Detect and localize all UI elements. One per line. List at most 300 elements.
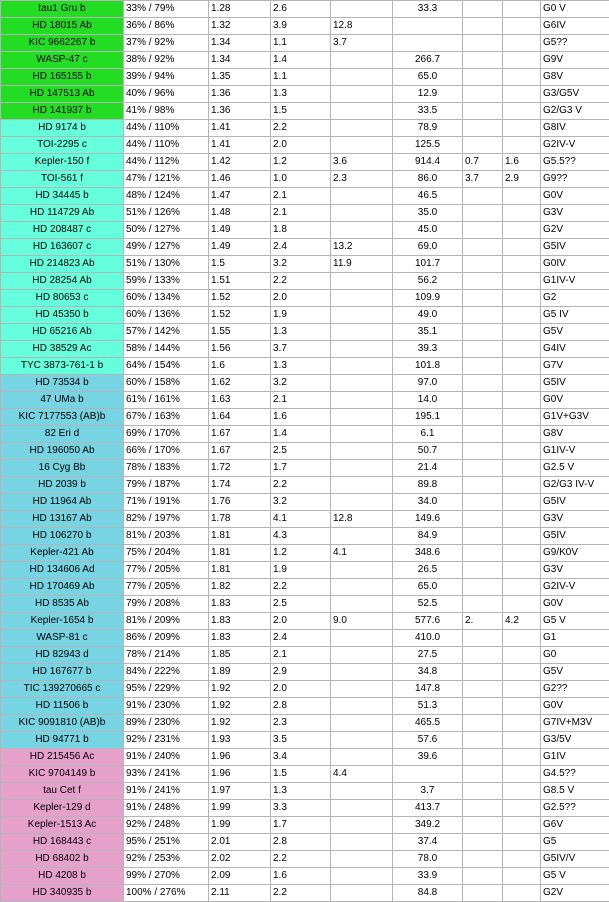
- value-cell[interactable]: 1.4: [271, 52, 331, 69]
- spectral-type-cell[interactable]: G5IV/V: [541, 851, 609, 868]
- value-cell[interactable]: 1.6: [271, 409, 331, 426]
- planet-name-cell[interactable]: HD 94771 b: [1, 732, 124, 749]
- planet-name-cell[interactable]: HD 208487 c: [1, 222, 124, 239]
- value-cell[interactable]: [463, 460, 503, 477]
- percent-cell[interactable]: 60% / 134%: [124, 290, 209, 307]
- value-cell[interactable]: 1.55: [209, 324, 271, 341]
- spectral-type-cell[interactable]: G9V: [541, 52, 609, 69]
- value-cell[interactable]: 1.42: [209, 154, 271, 171]
- value-cell[interactable]: [463, 409, 503, 426]
- planet-name-cell[interactable]: HD 141937 b: [1, 103, 124, 120]
- value-cell[interactable]: [331, 460, 393, 477]
- value-cell[interactable]: [463, 392, 503, 409]
- value-cell[interactable]: 2.6: [271, 1, 331, 18]
- percent-cell[interactable]: 95% / 251%: [124, 834, 209, 851]
- percent-cell[interactable]: 44% / 110%: [124, 120, 209, 137]
- value-cell[interactable]: [463, 188, 503, 205]
- planet-name-cell[interactable]: KIC 7177553 (AB)b: [1, 409, 124, 426]
- spectral-type-cell[interactable]: G3V: [541, 511, 609, 528]
- value-cell[interactable]: 4.1: [271, 511, 331, 528]
- value-cell[interactable]: 101.8: [393, 358, 463, 375]
- value-cell[interactable]: [503, 205, 541, 222]
- value-cell[interactable]: 65.0: [393, 579, 463, 596]
- value-cell[interactable]: 914.4: [393, 154, 463, 171]
- value-cell[interactable]: [331, 817, 393, 834]
- value-cell[interactable]: [503, 494, 541, 511]
- value-cell[interactable]: [503, 545, 541, 562]
- value-cell[interactable]: 50.7: [393, 443, 463, 460]
- spectral-type-cell[interactable]: G2.5 V: [541, 460, 609, 477]
- planet-name-cell[interactable]: HD 68402 b: [1, 851, 124, 868]
- value-cell[interactable]: 45.0: [393, 222, 463, 239]
- value-cell[interactable]: [331, 137, 393, 154]
- spectral-type-cell[interactable]: G8V: [541, 69, 609, 86]
- spectral-type-cell[interactable]: G8V: [541, 426, 609, 443]
- value-cell[interactable]: 2.8: [271, 698, 331, 715]
- percent-cell[interactable]: 36% / 86%: [124, 18, 209, 35]
- value-cell[interactable]: [331, 103, 393, 120]
- value-cell[interactable]: [503, 579, 541, 596]
- value-cell[interactable]: [503, 222, 541, 239]
- value-cell[interactable]: [463, 290, 503, 307]
- value-cell[interactable]: [503, 868, 541, 885]
- value-cell[interactable]: [463, 52, 503, 69]
- planet-name-cell[interactable]: Kepler-150 f: [1, 154, 124, 171]
- value-cell[interactable]: 97.0: [393, 375, 463, 392]
- planet-name-cell[interactable]: TOI-2295 c: [1, 137, 124, 154]
- planet-name-cell[interactable]: HD 45350 b: [1, 307, 124, 324]
- value-cell[interactable]: 1.89: [209, 664, 271, 681]
- value-cell[interactable]: [503, 783, 541, 800]
- percent-cell[interactable]: 91% / 240%: [124, 749, 209, 766]
- value-cell[interactable]: [503, 460, 541, 477]
- value-cell[interactable]: 1.83: [209, 630, 271, 647]
- value-cell[interactable]: [503, 120, 541, 137]
- value-cell[interactable]: 1.36: [209, 86, 271, 103]
- value-cell[interactable]: 3.2: [271, 256, 331, 273]
- value-cell[interactable]: 1.56: [209, 341, 271, 358]
- value-cell[interactable]: [331, 579, 393, 596]
- planet-name-cell[interactable]: HD 80653 c: [1, 290, 124, 307]
- value-cell[interactable]: 2.5: [271, 596, 331, 613]
- value-cell[interactable]: 51.3: [393, 698, 463, 715]
- value-cell[interactable]: 1.92: [209, 681, 271, 698]
- value-cell[interactable]: 46.5: [393, 188, 463, 205]
- value-cell[interactable]: [463, 256, 503, 273]
- value-cell[interactable]: [463, 715, 503, 732]
- value-cell[interactable]: 195.1: [393, 409, 463, 426]
- value-cell[interactable]: 1.3: [271, 783, 331, 800]
- value-cell[interactable]: [463, 375, 503, 392]
- percent-cell[interactable]: 33% / 79%: [124, 1, 209, 18]
- value-cell[interactable]: [331, 630, 393, 647]
- value-cell[interactable]: [331, 52, 393, 69]
- value-cell[interactable]: 4.1: [331, 545, 393, 562]
- value-cell[interactable]: [331, 273, 393, 290]
- planet-name-cell[interactable]: HD 168443 c: [1, 834, 124, 851]
- value-cell[interactable]: [503, 273, 541, 290]
- value-cell[interactable]: [503, 52, 541, 69]
- spectral-type-cell[interactable]: G5V: [541, 664, 609, 681]
- value-cell[interactable]: 1.2: [271, 545, 331, 562]
- percent-cell[interactable]: 91% / 230%: [124, 698, 209, 715]
- planet-name-cell[interactable]: HD 13167 Ab: [1, 511, 124, 528]
- value-cell[interactable]: [463, 341, 503, 358]
- planet-name-cell[interactable]: Kepler-1654 b: [1, 613, 124, 630]
- spectral-type-cell[interactable]: G5IV: [541, 239, 609, 256]
- value-cell[interactable]: 2.0: [271, 290, 331, 307]
- percent-cell[interactable]: 58% / 144%: [124, 341, 209, 358]
- value-cell[interactable]: [463, 664, 503, 681]
- value-cell[interactable]: [331, 392, 393, 409]
- spectral-type-cell[interactable]: G0V: [541, 392, 609, 409]
- percent-cell[interactable]: 48% / 124%: [124, 188, 209, 205]
- value-cell[interactable]: 1.48: [209, 205, 271, 222]
- value-cell[interactable]: 1.3: [271, 86, 331, 103]
- value-cell[interactable]: [331, 409, 393, 426]
- value-cell[interactable]: [503, 596, 541, 613]
- value-cell[interactable]: [503, 443, 541, 460]
- percent-cell[interactable]: 57% / 142%: [124, 324, 209, 341]
- value-cell[interactable]: [503, 188, 541, 205]
- value-cell[interactable]: 1.49: [209, 222, 271, 239]
- value-cell[interactable]: 1.62: [209, 375, 271, 392]
- value-cell[interactable]: [463, 35, 503, 52]
- value-cell[interactable]: 35.1: [393, 324, 463, 341]
- spectral-type-cell[interactable]: G3V: [541, 562, 609, 579]
- planet-name-cell[interactable]: HD 11506 b: [1, 698, 124, 715]
- spectral-type-cell[interactable]: G4IV: [541, 341, 609, 358]
- value-cell[interactable]: 1.93: [209, 732, 271, 749]
- value-cell[interactable]: 56.2: [393, 273, 463, 290]
- value-cell[interactable]: [503, 732, 541, 749]
- value-cell[interactable]: [503, 766, 541, 783]
- value-cell[interactable]: 1.96: [209, 749, 271, 766]
- value-cell[interactable]: 1.97: [209, 783, 271, 800]
- planet-name-cell[interactable]: HD 167677 b: [1, 664, 124, 681]
- value-cell[interactable]: 1.41: [209, 137, 271, 154]
- spectral-type-cell[interactable]: G1IV: [541, 749, 609, 766]
- value-cell[interactable]: [503, 885, 541, 902]
- value-cell[interactable]: 1.28: [209, 1, 271, 18]
- value-cell[interactable]: [463, 885, 503, 902]
- percent-cell[interactable]: 50% / 127%: [124, 222, 209, 239]
- percent-cell[interactable]: 49% / 127%: [124, 239, 209, 256]
- value-cell[interactable]: [463, 18, 503, 35]
- spectral-type-cell[interactable]: G6IV: [541, 18, 609, 35]
- value-cell[interactable]: [393, 766, 463, 783]
- value-cell[interactable]: 1.6: [503, 154, 541, 171]
- value-cell[interactable]: 9.0: [331, 613, 393, 630]
- value-cell[interactable]: [463, 307, 503, 324]
- planet-name-cell[interactable]: WASP-81 c: [1, 630, 124, 647]
- value-cell[interactable]: 349.2: [393, 817, 463, 834]
- value-cell[interactable]: 33.9: [393, 868, 463, 885]
- value-cell[interactable]: 57.6: [393, 732, 463, 749]
- planet-name-cell[interactable]: KIC 9662267 b: [1, 35, 124, 52]
- value-cell[interactable]: [331, 443, 393, 460]
- value-cell[interactable]: 27.5: [393, 647, 463, 664]
- percent-cell[interactable]: 47% / 121%: [124, 171, 209, 188]
- percent-cell[interactable]: 92% / 231%: [124, 732, 209, 749]
- value-cell[interactable]: [463, 766, 503, 783]
- percent-cell[interactable]: 59% / 133%: [124, 273, 209, 290]
- value-cell[interactable]: [503, 851, 541, 868]
- value-cell[interactable]: [463, 698, 503, 715]
- value-cell[interactable]: 3.7: [331, 35, 393, 52]
- value-cell[interactable]: 1.9: [271, 562, 331, 579]
- value-cell[interactable]: [503, 392, 541, 409]
- value-cell[interactable]: [503, 324, 541, 341]
- planet-name-cell[interactable]: TOI-561 f: [1, 171, 124, 188]
- percent-cell[interactable]: 91% / 248%: [124, 800, 209, 817]
- value-cell[interactable]: [503, 358, 541, 375]
- value-cell[interactable]: [503, 239, 541, 256]
- value-cell[interactable]: [331, 664, 393, 681]
- spectral-type-cell[interactable]: G9??: [541, 171, 609, 188]
- spectral-type-cell[interactable]: G5V: [541, 324, 609, 341]
- planet-name-cell[interactable]: HD 34445 b: [1, 188, 124, 205]
- value-cell[interactable]: [331, 868, 393, 885]
- spectral-type-cell[interactable]: G2??: [541, 681, 609, 698]
- value-cell[interactable]: 1.52: [209, 290, 271, 307]
- percent-cell[interactable]: 79% / 208%: [124, 596, 209, 613]
- value-cell[interactable]: 1.7: [271, 460, 331, 477]
- value-cell[interactable]: [331, 885, 393, 902]
- value-cell[interactable]: 2.5: [271, 443, 331, 460]
- value-cell[interactable]: 4.2: [503, 613, 541, 630]
- value-cell[interactable]: [463, 443, 503, 460]
- percent-cell[interactable]: 71% / 191%: [124, 494, 209, 511]
- planet-name-cell[interactable]: HD 165155 b: [1, 69, 124, 86]
- percent-cell[interactable]: 67% / 163%: [124, 409, 209, 426]
- value-cell[interactable]: 2.9: [503, 171, 541, 188]
- spectral-type-cell[interactable]: G2V: [541, 885, 609, 902]
- value-cell[interactable]: [463, 120, 503, 137]
- planet-name-cell[interactable]: HD 65216 Ab: [1, 324, 124, 341]
- value-cell[interactable]: 1.5: [271, 103, 331, 120]
- value-cell[interactable]: [393, 18, 463, 35]
- value-cell[interactable]: 3.5: [271, 732, 331, 749]
- value-cell[interactable]: [331, 341, 393, 358]
- planet-name-cell[interactable]: WASP-47 c: [1, 52, 124, 69]
- value-cell[interactable]: [463, 647, 503, 664]
- spectral-type-cell[interactable]: G0IV: [541, 256, 609, 273]
- value-cell[interactable]: [331, 188, 393, 205]
- value-cell[interactable]: [331, 783, 393, 800]
- percent-cell[interactable]: 81% / 209%: [124, 613, 209, 630]
- value-cell[interactable]: [463, 426, 503, 443]
- value-cell[interactable]: [331, 681, 393, 698]
- value-cell[interactable]: 1.8: [271, 222, 331, 239]
- value-cell[interactable]: 1.49: [209, 239, 271, 256]
- value-cell[interactable]: 69.0: [393, 239, 463, 256]
- value-cell[interactable]: 2.: [463, 613, 503, 630]
- percent-cell[interactable]: 82% / 197%: [124, 511, 209, 528]
- value-cell[interactable]: 1.6: [209, 358, 271, 375]
- percent-cell[interactable]: 93% / 241%: [124, 766, 209, 783]
- spectral-type-cell[interactable]: G1: [541, 630, 609, 647]
- percent-cell[interactable]: 51% / 126%: [124, 205, 209, 222]
- value-cell[interactable]: [503, 630, 541, 647]
- value-cell[interactable]: 1.7: [271, 817, 331, 834]
- spectral-type-cell[interactable]: G2V: [541, 222, 609, 239]
- planet-name-cell[interactable]: HD 147513 Ab: [1, 86, 124, 103]
- value-cell[interactable]: 12.8: [331, 511, 393, 528]
- planet-name-cell[interactable]: 47 UMa b: [1, 392, 124, 409]
- value-cell[interactable]: [331, 426, 393, 443]
- value-cell[interactable]: [503, 426, 541, 443]
- planet-name-cell[interactable]: KIC 9704149 b: [1, 766, 124, 783]
- value-cell[interactable]: [331, 494, 393, 511]
- value-cell[interactable]: 1.46: [209, 171, 271, 188]
- planet-name-cell[interactable]: TIC 139270665 c: [1, 681, 124, 698]
- value-cell[interactable]: 2.2: [271, 477, 331, 494]
- percent-cell[interactable]: 40% / 96%: [124, 86, 209, 103]
- value-cell[interactable]: 2.0: [271, 613, 331, 630]
- value-cell[interactable]: 2.09: [209, 868, 271, 885]
- value-cell[interactable]: [331, 307, 393, 324]
- value-cell[interactable]: 26.5: [393, 562, 463, 579]
- value-cell[interactable]: [463, 817, 503, 834]
- spectral-type-cell[interactable]: G5IV: [541, 494, 609, 511]
- value-cell[interactable]: 89.8: [393, 477, 463, 494]
- value-cell[interactable]: [331, 358, 393, 375]
- value-cell[interactable]: 577.6: [393, 613, 463, 630]
- value-cell[interactable]: 2.3: [331, 171, 393, 188]
- planet-name-cell[interactable]: HD 134606 Ad: [1, 562, 124, 579]
- value-cell[interactable]: 78.9: [393, 120, 463, 137]
- value-cell[interactable]: [463, 324, 503, 341]
- percent-cell[interactable]: 66% / 170%: [124, 443, 209, 460]
- value-cell[interactable]: [503, 528, 541, 545]
- spectral-type-cell[interactable]: G1IV-V: [541, 273, 609, 290]
- value-cell[interactable]: 413.7: [393, 800, 463, 817]
- value-cell[interactable]: 3.9: [271, 18, 331, 35]
- value-cell[interactable]: 21.4: [393, 460, 463, 477]
- value-cell[interactable]: [463, 749, 503, 766]
- planet-name-cell[interactable]: HD 170469 Ab: [1, 579, 124, 596]
- value-cell[interactable]: [503, 800, 541, 817]
- value-cell[interactable]: 1.4: [271, 426, 331, 443]
- value-cell[interactable]: 78.0: [393, 851, 463, 868]
- spectral-type-cell[interactable]: G3/G5V: [541, 86, 609, 103]
- value-cell[interactable]: 3.2: [271, 375, 331, 392]
- planet-name-cell[interactable]: HD 11964 Ab: [1, 494, 124, 511]
- value-cell[interactable]: 1.96: [209, 766, 271, 783]
- spectral-type-cell[interactable]: G0V: [541, 698, 609, 715]
- value-cell[interactable]: 52.5: [393, 596, 463, 613]
- planet-name-cell[interactable]: Kepler-421 Ab: [1, 545, 124, 562]
- spectral-type-cell[interactable]: G5IV: [541, 375, 609, 392]
- value-cell[interactable]: 2.4: [271, 239, 331, 256]
- planet-name-cell[interactable]: HD 2039 b: [1, 477, 124, 494]
- value-cell[interactable]: [463, 545, 503, 562]
- percent-cell[interactable]: 77% / 205%: [124, 579, 209, 596]
- value-cell[interactable]: 1.9: [271, 307, 331, 324]
- value-cell[interactable]: [503, 477, 541, 494]
- spectral-type-cell[interactable]: G2/G3 IV-V: [541, 477, 609, 494]
- value-cell[interactable]: 1.64: [209, 409, 271, 426]
- value-cell[interactable]: [463, 358, 503, 375]
- percent-cell[interactable]: 51% / 130%: [124, 256, 209, 273]
- percent-cell[interactable]: 81% / 203%: [124, 528, 209, 545]
- value-cell[interactable]: 3.7: [271, 341, 331, 358]
- value-cell[interactable]: 101.7: [393, 256, 463, 273]
- planet-name-cell[interactable]: tau Cet f: [1, 783, 124, 800]
- value-cell[interactable]: [503, 681, 541, 698]
- spectral-type-cell[interactable]: G2/G3 V: [541, 103, 609, 120]
- spectral-type-cell[interactable]: G6V: [541, 817, 609, 834]
- value-cell[interactable]: [463, 222, 503, 239]
- spectral-type-cell[interactable]: G2.5??: [541, 800, 609, 817]
- value-cell[interactable]: 1.2: [271, 154, 331, 171]
- planet-name-cell[interactable]: HD 4208 b: [1, 868, 124, 885]
- value-cell[interactable]: [463, 528, 503, 545]
- percent-cell[interactable]: 37% / 92%: [124, 35, 209, 52]
- value-cell[interactable]: [503, 18, 541, 35]
- value-cell[interactable]: [503, 1, 541, 18]
- planet-name-cell[interactable]: 82 Eri d: [1, 426, 124, 443]
- value-cell[interactable]: 3.7: [463, 171, 503, 188]
- value-cell[interactable]: [463, 579, 503, 596]
- value-cell[interactable]: [463, 851, 503, 868]
- planet-name-cell[interactable]: tau1 Gru b: [1, 1, 124, 18]
- planet-name-cell[interactable]: HD 38529 Ac: [1, 341, 124, 358]
- percent-cell[interactable]: 91% / 241%: [124, 783, 209, 800]
- value-cell[interactable]: [463, 511, 503, 528]
- value-cell[interactable]: [503, 647, 541, 664]
- planet-name-cell[interactable]: Kepler-129 d: [1, 800, 124, 817]
- spectral-type-cell[interactable]: G2IV-V: [541, 137, 609, 154]
- value-cell[interactable]: 3.2: [271, 494, 331, 511]
- spectral-type-cell[interactable]: G5 IV: [541, 307, 609, 324]
- planet-name-cell[interactable]: HD 196050 Ab: [1, 443, 124, 460]
- value-cell[interactable]: 3.3: [271, 800, 331, 817]
- percent-cell[interactable]: 60% / 136%: [124, 307, 209, 324]
- value-cell[interactable]: 1.72: [209, 460, 271, 477]
- planet-name-cell[interactable]: HD 28254 Ab: [1, 273, 124, 290]
- value-cell[interactable]: [331, 477, 393, 494]
- value-cell[interactable]: 2.01: [209, 834, 271, 851]
- value-cell[interactable]: 1.92: [209, 715, 271, 732]
- value-cell[interactable]: 1.6: [271, 868, 331, 885]
- value-cell[interactable]: 12.8: [331, 18, 393, 35]
- spectral-type-cell[interactable]: G8.5 V: [541, 783, 609, 800]
- value-cell[interactable]: [331, 715, 393, 732]
- planet-name-cell[interactable]: Kepler-1513 Ac: [1, 817, 124, 834]
- value-cell[interactable]: [463, 732, 503, 749]
- value-cell[interactable]: 2.2: [271, 885, 331, 902]
- value-cell[interactable]: [503, 715, 541, 732]
- planet-name-cell[interactable]: HD 215456 Ac: [1, 749, 124, 766]
- value-cell[interactable]: [331, 596, 393, 613]
- value-cell[interactable]: 33.5: [393, 103, 463, 120]
- value-cell[interactable]: [331, 800, 393, 817]
- value-cell[interactable]: 6.1: [393, 426, 463, 443]
- value-cell[interactable]: 39.6: [393, 749, 463, 766]
- value-cell[interactable]: 1.63: [209, 392, 271, 409]
- value-cell[interactable]: 1.34: [209, 52, 271, 69]
- value-cell[interactable]: 266.7: [393, 52, 463, 69]
- value-cell[interactable]: 0.7: [463, 154, 503, 171]
- value-cell[interactable]: 1.5: [271, 766, 331, 783]
- value-cell[interactable]: 84.8: [393, 885, 463, 902]
- value-cell[interactable]: [463, 562, 503, 579]
- percent-cell[interactable]: 95% / 229%: [124, 681, 209, 698]
- value-cell[interactable]: [331, 1, 393, 18]
- value-cell[interactable]: 49.0: [393, 307, 463, 324]
